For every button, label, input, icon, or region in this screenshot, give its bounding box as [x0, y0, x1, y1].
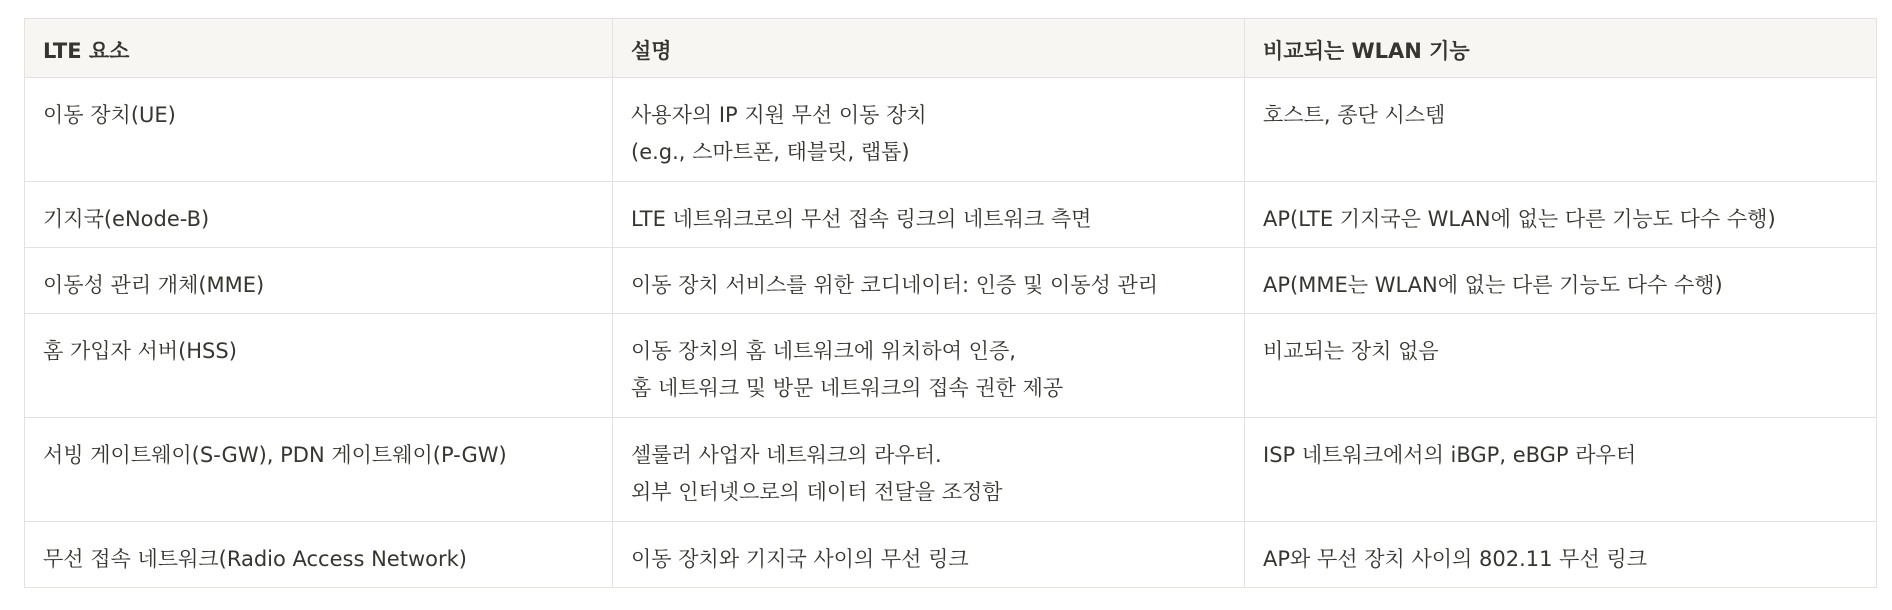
cell-description	[613, 522, 1245, 588]
cell-lte-element: 홈 가입자 서버(HSS)	[25, 314, 613, 418]
cell-lte-element: 기지국(eNode-B)	[25, 182, 613, 248]
table-body	[25, 78, 1877, 588]
cell-wlan-function: 호스트, 종단 시스템	[1245, 78, 1877, 182]
description-line: 사용자의 IP 지원 무선 이동 장치	[631, 103, 927, 127]
table-row	[25, 78, 1877, 182]
table-row	[25, 248, 1877, 314]
table-header	[25, 19, 1877, 78]
cell-lte-element: 이동 장치(UE)	[25, 78, 613, 182]
table-row	[25, 314, 1877, 418]
header-wlan-function: 비교되는 WLAN 기능	[1245, 19, 1877, 78]
description-line: 이동 장치와 기지국 사이의 무선 링크	[631, 547, 969, 571]
description-line: 셀룰러 사업자 네트워크의 라우터.	[631, 443, 942, 467]
cell-description	[613, 182, 1245, 248]
cell-description	[613, 418, 1245, 522]
cell-lte-element: 무선 접속 네트워크(Radio Access Network)	[25, 522, 613, 588]
table-row	[25, 418, 1877, 522]
cell-description	[613, 248, 1245, 314]
cell-wlan-function: AP와 무선 장치 사이의 802.11 무선 링크	[1245, 522, 1877, 588]
cell-wlan-function: AP(MME는 WLAN에 없는 다른 기능도 다수 수행)	[1245, 248, 1877, 314]
cell-wlan-function: AP(LTE 기지국은 WLAN에 없는 다른 기능도 다수 수행)	[1245, 182, 1877, 248]
header-row	[25, 19, 1877, 78]
description-line: 이동 장치 서비스를 위한 코디네이터: 인증 및 이동성 관리	[631, 273, 1159, 297]
description-line: 홈 네트워크 및 방문 네트워크의 접속 권한 제공	[631, 376, 1064, 400]
description-line: 이동 장치의 홈 네트워크에 위치하여 인증,	[631, 339, 1016, 363]
header-description: 설명	[613, 19, 1245, 78]
lte-wlan-comparison-table-wrapper	[24, 18, 1876, 588]
cell-description	[613, 78, 1245, 182]
cell-description	[613, 314, 1245, 418]
cell-lte-element: 서빙 게이트웨이(S-GW), PDN 게이트웨이(P-GW)	[25, 418, 613, 522]
cell-lte-element: 이동성 관리 개체(MME)	[25, 248, 613, 314]
cell-wlan-function: ISP 네트워크에서의 iBGP, eBGP 라우터	[1245, 418, 1877, 522]
table-row	[25, 522, 1877, 588]
lte-wlan-comparison-table	[24, 18, 1877, 588]
description-line: 외부 인터넷으로의 데이터 전달을 조정함	[631, 480, 1003, 504]
description-line: LTE 네트워크로의 무선 접속 링크의 네트워크 측면	[631, 207, 1092, 231]
header-lte-element: LTE 요소	[25, 19, 613, 78]
description-line: (e.g., 스마트폰, 태블릿, 랩톱)	[631, 140, 910, 164]
table-row	[25, 182, 1877, 248]
cell-wlan-function: 비교되는 장치 없음	[1245, 314, 1877, 418]
